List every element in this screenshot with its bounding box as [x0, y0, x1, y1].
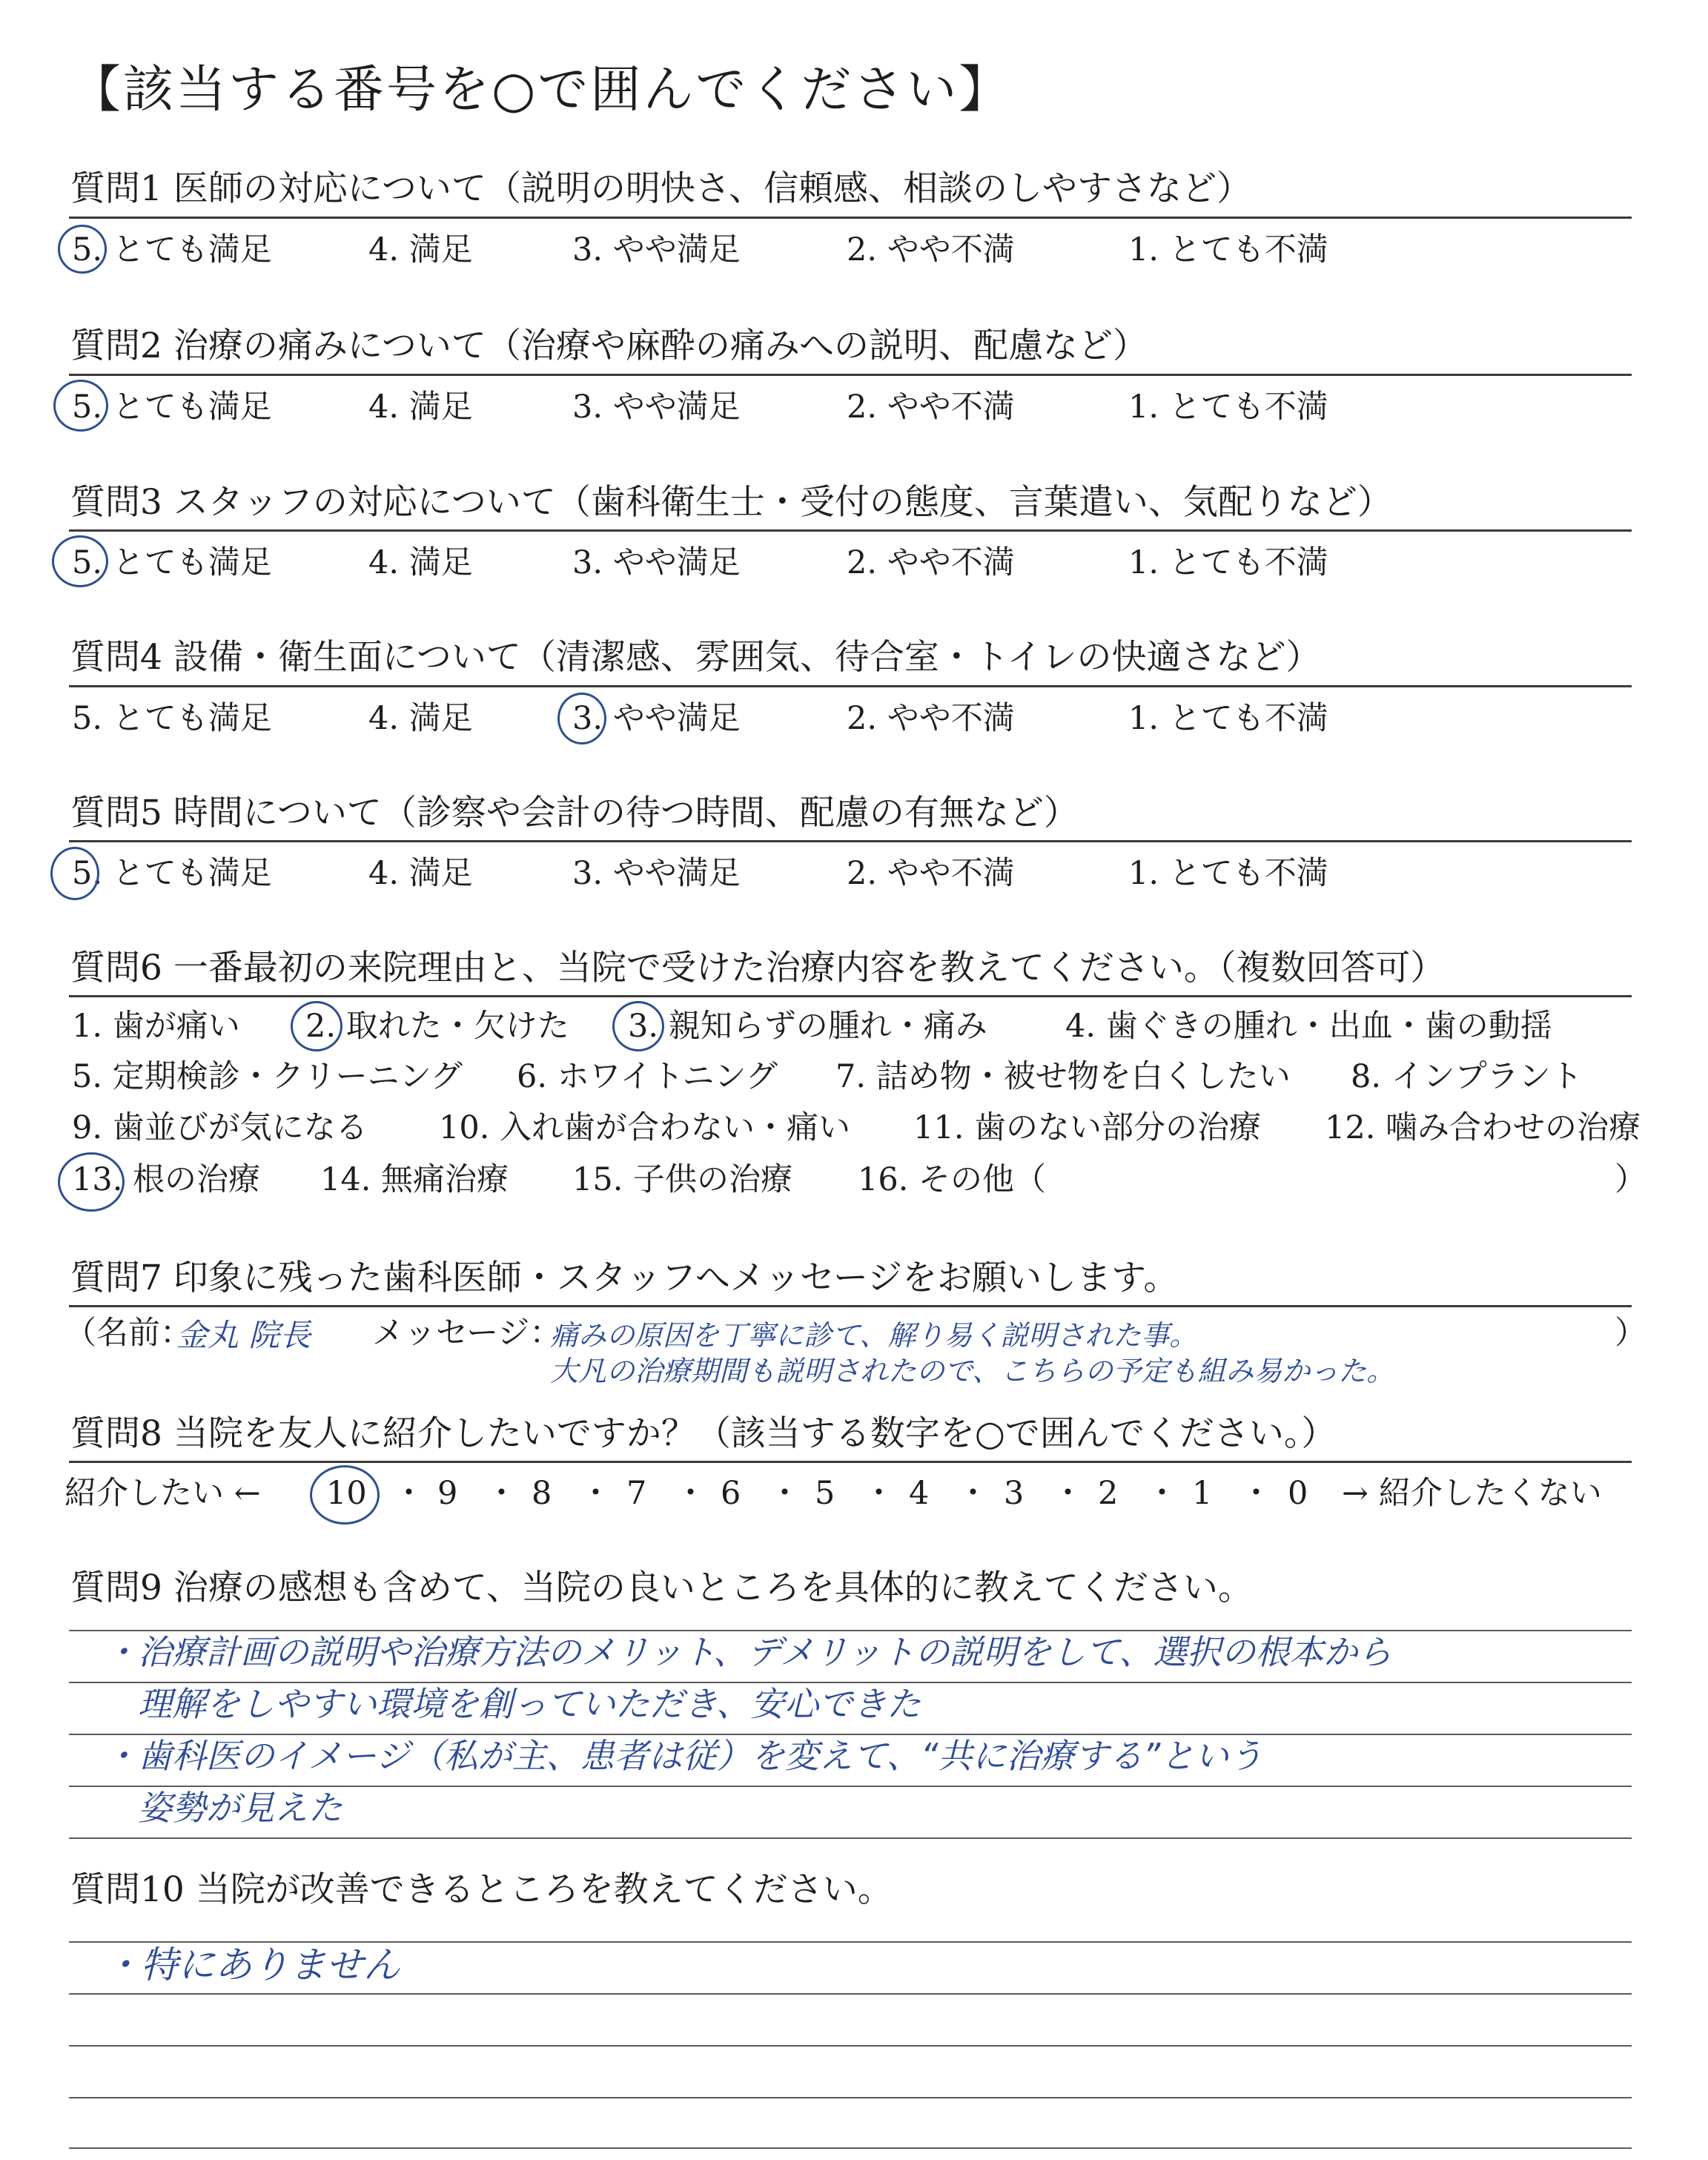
q6-item-6[interactable]: 6. ホワイトニング	[517, 1058, 778, 1095]
q9-answer-line-3[interactable]: ・歯科医のイメージ（私が主、患者は従）を変えて、“共に治療する”という	[104, 1736, 1263, 1776]
q5-option-5[interactable]: 5. とても満足	[72, 855, 272, 892]
q10-answer-line-1[interactable]: ・特にありません	[104, 1943, 400, 1986]
q9-answer-line-1[interactable]: ・治療計画の説明や治療方法のメリット、デメリットの説明をして、選択の根本から	[104, 1632, 1392, 1672]
q2-option-2[interactable]: 2. やや不満	[847, 389, 1015, 426]
question-7-rule	[69, 1305, 1632, 1307]
q1-option-3[interactable]: 3. やや満足	[572, 231, 741, 268]
q2-option-5[interactable]: 5. とても満足	[72, 389, 272, 426]
q3-option-5[interactable]: 5. とても満足	[72, 544, 272, 581]
question-6-label: 質問6 一番最初の来院理由と、当院で受けた治療内容を教えてください。（複数回答可）	[70, 948, 1446, 988]
question-1-label: 質問1 医師の対応について（説明の明快さ、信頼感、相談のしやすさなど）	[70, 168, 1252, 209]
question-1-rule	[69, 217, 1632, 219]
q8-scale-8[interactable]: 8	[532, 1475, 552, 1512]
question-2-rule	[69, 374, 1632, 376]
q6-item-8[interactable]: 8. インプラント	[1351, 1058, 1583, 1095]
q7-name-label: （名前：	[64, 1315, 192, 1352]
q9-answer-line	[69, 1734, 1632, 1735]
q1-option-2[interactable]: 2. やや不満	[847, 231, 1015, 268]
q1-option-1[interactable]: 1. とても不満	[1128, 231, 1328, 268]
q6-item-15[interactable]: 15. 子供の治療	[572, 1161, 793, 1198]
q6-item-9[interactable]: 9. 歯並びが気になる	[72, 1109, 368, 1146]
q6-other-close-paren: ）	[1615, 1161, 1646, 1198]
q8-scale-9[interactable]: 9	[437, 1475, 458, 1512]
q8-dot: ・	[393, 1475, 425, 1512]
q3-option-4[interactable]: 4. 満足	[368, 544, 473, 581]
q6-item-5[interactable]: 5. 定期検診・クリーニング	[72, 1058, 463, 1095]
q8-left-text: 紹介したい ←	[64, 1475, 261, 1512]
q8-dot: ・	[580, 1475, 612, 1512]
q7-message-label: メッセージ：	[372, 1315, 562, 1352]
q9-answer-line	[69, 1786, 1632, 1787]
q4-option-2[interactable]: 2. やや不満	[847, 700, 1015, 737]
q8-dot: ・	[1052, 1475, 1084, 1512]
q9-answer-line-4[interactable]: 姿勢が見えた	[104, 1788, 342, 1828]
q10-answer-line	[69, 1993, 1632, 1995]
q4-option-3[interactable]: 3. やや満足	[572, 700, 741, 737]
q8-scale-4[interactable]: 4	[909, 1475, 930, 1512]
q6-item-13[interactable]: 13. 根の治療	[72, 1161, 261, 1198]
question-3-rule	[69, 529, 1632, 532]
q6-item-10[interactable]: 10. 入れ歯が合わない・痛い	[439, 1109, 851, 1146]
q2-selection-circle	[53, 380, 108, 432]
q6-item-12[interactable]: 12. 噛み合わせの治療	[1325, 1109, 1641, 1146]
q9-answer-line	[69, 1630, 1632, 1631]
q6-item-1[interactable]: 1. 歯が痛い	[72, 1008, 240, 1045]
q9-answer-line	[69, 1837, 1632, 1839]
q4-option-4[interactable]: 4. 満足	[368, 700, 473, 737]
question-5-label: 質問5 時間について（診察や会計の待つ時間、配慮の有無など）	[70, 793, 1079, 833]
q8-scale-3[interactable]: 3	[1004, 1475, 1025, 1512]
q8-scale-7[interactable]: 7	[626, 1475, 647, 1512]
page-title: 【該当する番号を○で囲んでください】	[70, 61, 1012, 119]
q3-option-3[interactable]: 3. やや満足	[572, 544, 741, 581]
q1-selection-circle	[58, 225, 107, 274]
q6-item-14[interactable]: 14. 無痛治療	[320, 1161, 509, 1198]
q1-option-5[interactable]: 5. とても満足	[72, 231, 272, 268]
q9-answer-line	[69, 1682, 1632, 1683]
q5-selection-circle	[50, 847, 99, 900]
q8-scale-2[interactable]: 2	[1098, 1475, 1119, 1512]
q8-scale-1[interactable]: 1	[1192, 1475, 1213, 1512]
question-8-label: 質問8 当院を友人に紹介したいですか？（該当する数字を○で囲んでください。）	[70, 1413, 1337, 1454]
q8-dot: ・	[769, 1475, 801, 1512]
q5-option-3[interactable]: 3. やや満足	[572, 855, 741, 892]
q4-option-1[interactable]: 1. とても不満	[1128, 700, 1328, 737]
q8-selection-circle	[310, 1465, 380, 1525]
q6-item-2[interactable]: 2. 取れた・欠けた	[305, 1008, 569, 1045]
question-2-label: 質問2 治療の痛みについて（治療や麻酔の痛みへの説明、配慮など）	[70, 326, 1148, 366]
q3-option-1[interactable]: 1. とても不満	[1128, 544, 1328, 581]
q2-option-4[interactable]: 4. 満足	[368, 389, 473, 426]
q4-selection-circle	[557, 693, 606, 744]
q8-dot: ・	[1240, 1475, 1272, 1512]
question-4-label: 質問4 設備・衛生面について（清潔感、雰囲気、待合室・トイレの快適さなど）	[70, 637, 1321, 678]
q6-selection-circle-2	[291, 1001, 342, 1051]
q10-answer-line	[69, 2147, 1632, 2149]
q6-item-3[interactable]: 3. 親知らずの腫れ・痛み	[628, 1008, 987, 1045]
q10-answer-line	[69, 1941, 1632, 1943]
q6-selection-circle-13	[58, 1152, 125, 1212]
q7-close-paren: ）	[1615, 1315, 1646, 1352]
q2-option-1[interactable]: 1. とても不満	[1128, 389, 1328, 426]
q8-dot: ・	[1146, 1475, 1178, 1512]
q8-scale-10[interactable]: 10	[326, 1475, 367, 1512]
q1-option-4[interactable]: 4. 満足	[368, 231, 473, 268]
q7-message-line-1[interactable]: 痛みの原因を丁寧に診て、解り易く説明された事。	[550, 1319, 1198, 1352]
q5-option-1[interactable]: 1. とても不満	[1128, 855, 1328, 892]
q8-scale-6[interactable]: 6	[721, 1475, 741, 1512]
q8-right-text: → 紹介したくない	[1342, 1475, 1602, 1512]
q8-dot: ・	[675, 1475, 706, 1512]
q10-answer-line	[69, 2097, 1632, 2098]
q6-item-4[interactable]: 4. 歯ぐきの腫れ・出血・歯の動揺	[1065, 1008, 1552, 1045]
q3-selection-circle	[52, 535, 108, 587]
question-8-rule	[69, 1461, 1632, 1463]
q9-answer-line-2[interactable]: 理解をしやすい環境を創っていただき、安心できた	[104, 1684, 921, 1724]
question-3-label: 質問3 スタッフの対応について（歯科衛生士・受付の態度、言葉遣い、気配りなど）	[70, 482, 1392, 523]
question-5-rule	[69, 840, 1632, 842]
q6-item-16[interactable]: 16. その他（	[858, 1161, 1047, 1198]
question-10-label: 質問10 当院が改善できるところを教えてください。	[70, 1869, 893, 1910]
q5-option-4[interactable]: 4. 満足	[368, 855, 473, 892]
question-7-label: 質問7 印象に残った歯科医師・スタッフへメッセージをお願いします。	[70, 1258, 1179, 1298]
question-4-rule	[69, 685, 1632, 687]
question-9-label: 質問9 治療の感想も含めて、当院の良いところを具体的に教えてください。	[70, 1568, 1253, 1608]
q4-option-5[interactable]: 5. とても満足	[72, 700, 272, 737]
q8-dot: ・	[863, 1475, 895, 1512]
q8-scale-0[interactable]: 0	[1288, 1475, 1308, 1512]
q7-name-value[interactable]: 金丸 院長	[176, 1317, 311, 1353]
q3-option-2[interactable]: 2. やや不満	[847, 544, 1015, 581]
q6-selection-circle-3	[612, 1001, 664, 1051]
q2-option-3[interactable]: 3. やや満足	[572, 389, 741, 426]
q10-answer-line	[69, 2045, 1632, 2047]
q8-dot: ・	[486, 1475, 517, 1512]
q6-item-11[interactable]: 11. 歯のない部分の治療	[913, 1109, 1262, 1146]
question-6-rule	[69, 995, 1632, 997]
q7-message-line-2[interactable]: 大凡の治療期間も説明されたので、こちらの予定も組み易かった。	[550, 1355, 1395, 1387]
q8-dot: ・	[957, 1475, 989, 1512]
q8-scale-5[interactable]: 5	[815, 1475, 835, 1512]
q6-item-7[interactable]: 7. 詰め物・被せ物を白くしたい	[835, 1058, 1291, 1095]
q5-option-2[interactable]: 2. やや不満	[847, 855, 1015, 892]
